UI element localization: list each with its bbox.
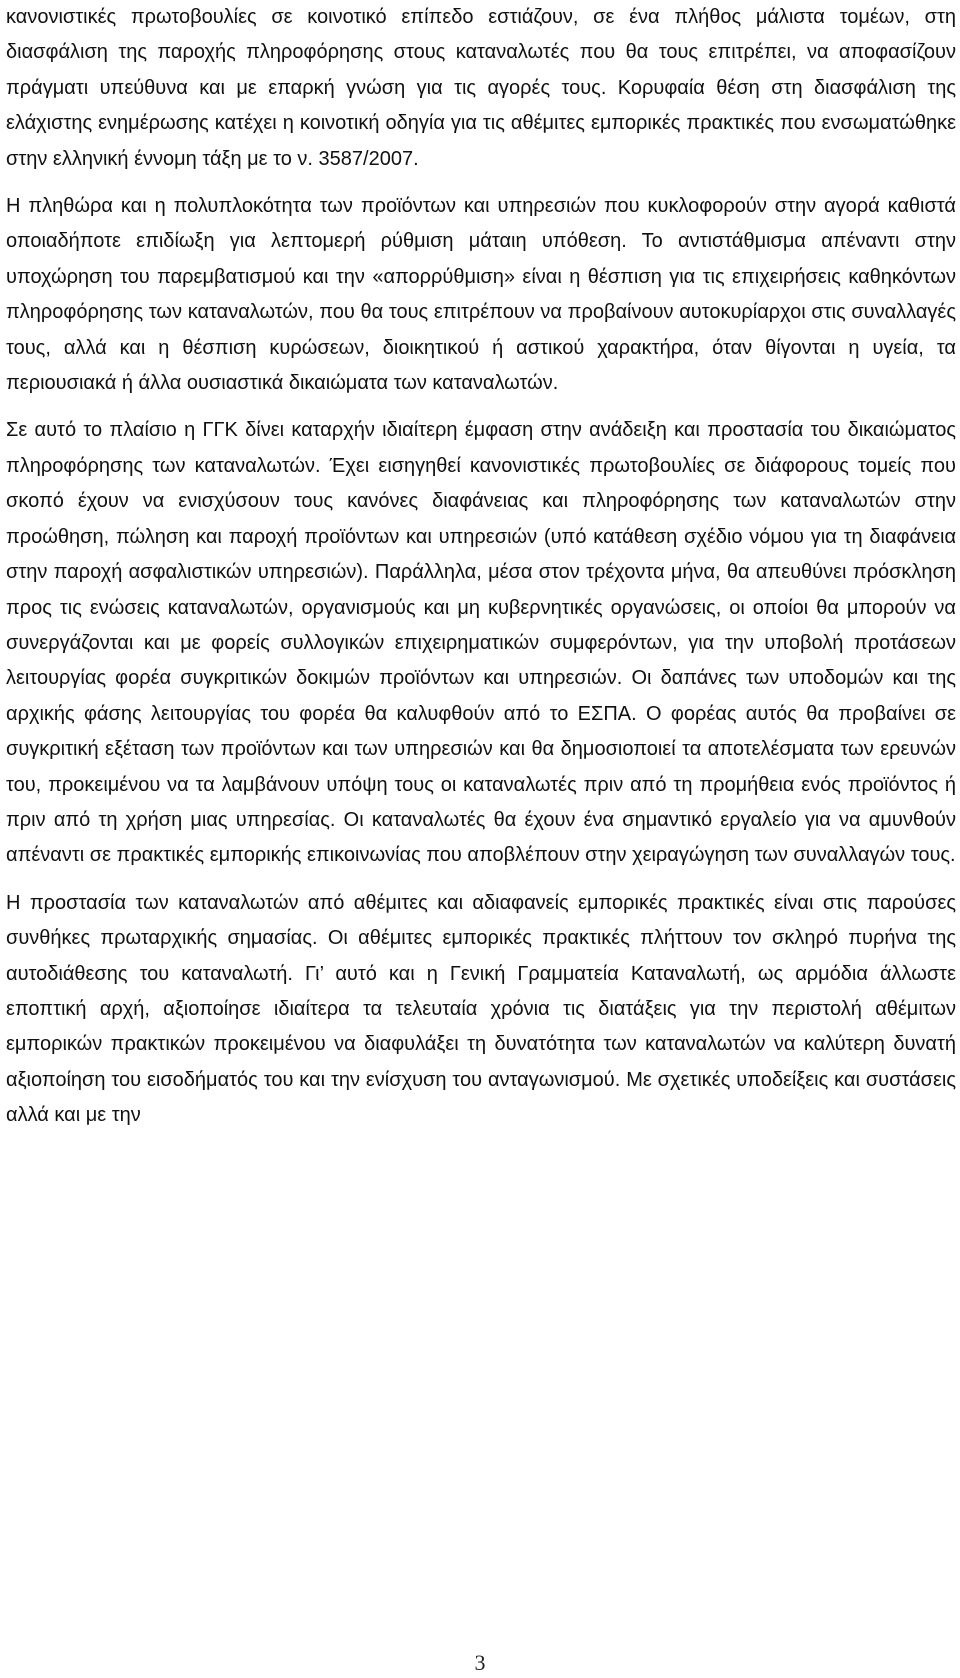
document-body: [6, 0, 956, 1146]
paragraph: κανονιστικές πρωτοβουλίες σε κοινοτικό επίπεδο εστιάζουν, σε ένα πλήθος μάλιστα τομέων, στη διασφάλιση της παροχής πληροφόρησης στους καταναλωτές που θα τους επιτρέπει, να αποφασίζουν πράγματι υπεύθυνα και με επαρκή γνώση για τις αγορές τους. Κορυφαία θέση στη διασφάλιση της ελάχιστης ενημέρωσης κατέχει η κοινοτική οδηγία για τις αθέμιτες εμπορικές πρακτικές που ενσωματώθηκε στην ελληνική έννομη τάξη με το ν. 3587/2007.: [6, 6, 956, 170]
paragraph: Η πληθώρα και η πολυπλοκότητα των προϊόντων και υπηρεσιών που κυκλοφορούν στην αγορά καθιστά οποιαδήποτε επιδίωξη για λεπτομερή ρύθμιση μάταιη υπόθεση. Το αντιστάθμισμα απέναντι στην υποχώρηση του παρεμβατισμού και την «απορρύθμιση» είναι η θέσπιση για τις επιχειρήσεις καθηκόντων πληροφόρησης των καταναλωτών, που θα τους επιτρέπουν να προβαίνουν αυτοκυρίαρχοι στις συναλλαγές τους, αλλά και η θέσπιση κυρώσεων, διοικητικού ή αστικού χαρακτήρα, όταν θίγονται η υγεία, τα περιουσιακά ή άλλα ουσιαστικά δικαιώματα των καταναλωτών.: [6, 195, 956, 395]
page-number: 3: [474, 1650, 486, 1675]
paragraph: Σε αυτό το πλαίσιο η ΓΓΚ δίνει καταρχήν ιδιαίτερη έμφαση στην ανάδειξη και προστασία του δικαιώματος πληροφόρησης των καταναλωτών. Έχει εισηγηθεί κανονιστικές πρωτοβουλίες σε διάφορους τομείς που σκοπό έχουν να ενισχύσουν τους κανόνες διαφάνειας και πληροφόρησης των καταναλωτών στην προώθηση, πώληση και παροχή προϊόντων και υπηρεσιών (υπό κατάθεση σχέδιο νόμου για τη διαφάνεια στην παροχή ασφαλιστικών υπηρεσιών). Παράλληλα, μέσα στον τρέχοντα μήνα, θα απευθύνει πρόσκληση προς τις ενώσεις καταναλωτών, οργανισμούς και μη κυβερνητικές οργανώσεις, οι οποίοι θα μπορούν να συνεργάζονται και με φορείς συλλογικών επιχειρηματικών συμφερόντων, για την υποβολή προτάσεων λειτουργίας φορέα συγκριτικών δοκιμών προϊόντων και υπηρεσιών. Οι δαπάνες των υποδομών και της αρχικής φάσης λειτουργίας του φορέα θα καλυφθούν από το ΕΣΠΑ. Ο φορέας αυτός θα προβαίνει σε συγκριτική εξέταση των προϊόντων και των υπηρεσιών και θα δημοσιοποιεί τα αποτελέσματα των ερευνών του, προκειμένου να τα λαμβάνουν υπόψη τους οι καταναλωτές πριν από τη προμήθεια ενός προϊόντος ή πριν από τη χρήση μιας υπηρεσίας. Οι καταναλωτές θα έχουν ένα σημαντικό εργαλείο για να αμυνθούν απέναντι σε πρακτικές εμπορικής επικοινωνίας που αποβλέπουν στην χειραγώγηση των συναλλαγών τους.: [6, 419, 956, 867]
paragraph: Η προστασία των καταναλωτών από αθέμιτες και αδιαφανείς εμπορικές πρακτικές είναι στις παρούσες συνθήκες πρωταρχικής σημασίας. Οι αθέμιτες εμπορικές πρακτικές πλήττουν τον σκληρό πυρήνα της αυτοδιάθεσης του καταναλωτή. Γι’ αυτό και η Γενική Γραμματεία Καταναλωτή, ως αρμόδια άλλωστε εποπτική αρχή, αξιοποίησε ιδιαίτερα τα τελευταία χρόνια τις διατάξεις για την περιστολή αθέμιτων εμπορικών πρακτικών προκειμένου να διαφυλάξει τη δυνατότητα των καταναλωτών να καλύτερη δυνατή αξιοποίηση του εισοδήματός του και την ενίσχυση του ανταγωνισμού. Με σχετικές υποδείξεις και συστάσεις αλλά και με την: [6, 891, 956, 1127]
